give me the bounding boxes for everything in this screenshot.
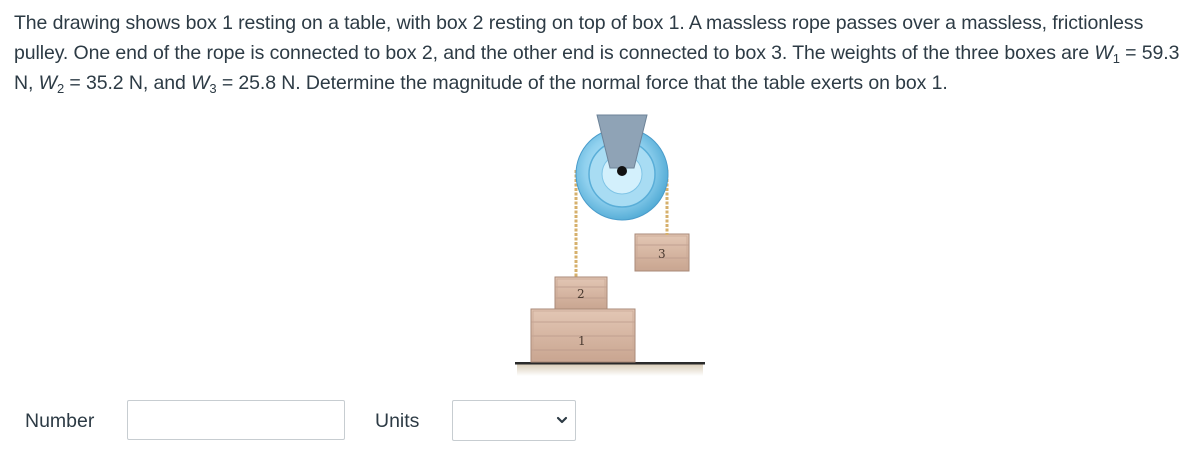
chevron-down-icon <box>556 414 568 428</box>
w3-subscript: 3 <box>209 81 217 96</box>
w2-value: = 35.2 N, and <box>64 72 192 94</box>
answer-row <box>0 398 1200 446</box>
box-2 <box>555 277 607 309</box>
box-1-label: 1 <box>578 334 586 348</box>
units-select[interactable] <box>452 400 576 441</box>
units-label: Units <box>375 410 420 432</box>
number-input[interactable] <box>127 400 345 440</box>
pulley-diagram-svg <box>505 110 715 385</box>
box-1 <box>531 309 635 362</box>
w2-symbol: W <box>38 72 57 94</box>
w1-value: = 59.3 N, <box>14 42 1180 94</box>
table-shadow <box>517 364 703 376</box>
box-3 <box>635 234 689 271</box>
number-label: Number <box>25 410 95 432</box>
pulley-diagram <box>505 110 715 385</box>
question-text <box>14 8 1194 98</box>
w1-subscript: 1 <box>1112 51 1120 66</box>
w3-value: = 25.8 N. Determine the magnitude of the normal force that the table exerts on box 1. <box>216 72 948 94</box>
w1-symbol: W <box>1094 42 1113 64</box>
pulley-axle <box>617 166 627 176</box>
w3-symbol: W <box>191 72 210 94</box>
question-body: The drawing shows box 1 resting on a table, with box 2 resting on top of box 1. A massless rope passes over a massless, frictionless pulley. One end of the rope is connected to box 2, and the other end is connected to box 3. The weights of the three boxes are <box>14 12 1144 64</box>
w2-subscript: 2 <box>56 81 65 96</box>
box-2-label: 2 <box>577 287 585 301</box>
box-3-label: 3 <box>658 247 666 261</box>
